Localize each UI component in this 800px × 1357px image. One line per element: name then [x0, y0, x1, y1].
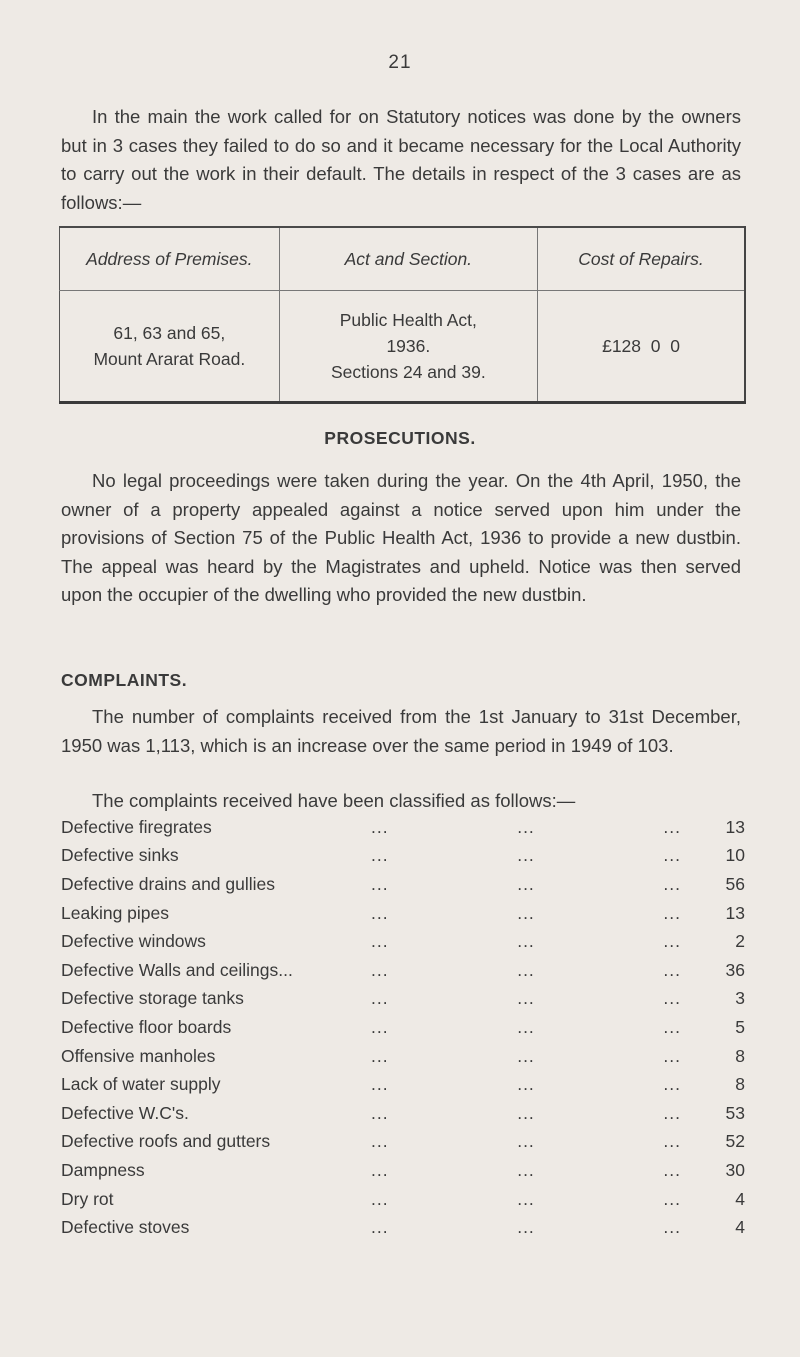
complaint-label: Defective firegrates [61, 816, 212, 837]
prosecutions-heading: PROSECUTIONS. [324, 428, 476, 448]
leader-dot-group: ... [371, 1016, 389, 1037]
leader-dot-group: ... [371, 1217, 389, 1238]
leader-dot-group: ... [663, 1074, 681, 1095]
leader-dot-group: ... [663, 845, 681, 866]
page-number: 21 [388, 52, 412, 73]
leader-dots [371, 1217, 681, 1238]
complaint-label: Defective roofs and gutters [61, 1131, 271, 1152]
complaint-label: Leaking pipes [61, 902, 169, 923]
complaint-count: 8 [735, 1074, 745, 1095]
complaint-label: Offensive manholes [61, 1045, 216, 1066]
leader-dot-group: ... [371, 873, 389, 894]
leader-dot-group: ... [663, 873, 681, 894]
classified-intro: The complaints received have been classified as follows:— [92, 790, 576, 811]
leader-dots [371, 1189, 681, 1210]
complaint-count: 36 [725, 959, 745, 980]
header-address: Address of Premises. [60, 227, 280, 291]
leader-dots [371, 988, 681, 1009]
default-works-table [59, 226, 746, 404]
complaint-count: 5 [735, 1016, 745, 1037]
complaint-count: 2 [735, 931, 745, 952]
complaint-label: Dampness [61, 1159, 145, 1180]
leader-dots [371, 1074, 681, 1095]
cell-address [60, 291, 280, 403]
leader-dots [371, 1131, 681, 1152]
list-item [61, 1013, 745, 1042]
leader-dot-group: ... [663, 1016, 681, 1037]
leader-dot-group: ... [517, 845, 535, 866]
header-act-section: Act and Section. [279, 227, 537, 291]
leader-dot-group: ... [517, 816, 535, 837]
table-row [60, 291, 746, 403]
intro-paragraph: In the main the work called for on Statutory notices was done by the owners but in 3 cases they failed to do so and it became necessary for the Local Authority to carry out the work in their default. The details in respect of the 3 cases are as follows:— [61, 106, 741, 213]
leader-dots [371, 845, 681, 866]
list-item [61, 899, 745, 928]
complaint-label: Defective drains and gullies [61, 873, 276, 894]
complaint-count: 4 [735, 1188, 745, 1209]
leader-dots [371, 817, 681, 838]
leader-dot-group: ... [517, 1131, 535, 1152]
leader-dot-group: ... [517, 1188, 535, 1209]
complaint-label: Dry rot [61, 1188, 114, 1209]
leader-dot-group: ... [371, 959, 389, 980]
complaint-label: Defective W.C's. [61, 1102, 189, 1123]
prosecutions-paragraph: No legal proceedings were taken during the year. On the 4th April, 1950, the owner of a property appealed against a notice served upon him under the provisions of Section 75 of the Public Health Act, 1936 to provide a new dustbin. The appeal was heard by the Magistrates and upheld. Notice was then served upon the occupier of the dwelling who provided the new dustbin. [61, 470, 741, 605]
header-cost: Cost of Repairs. [538, 227, 745, 291]
leader-dot-group: ... [517, 1102, 535, 1123]
list-item [61, 927, 745, 956]
leader-dot-group: ... [517, 873, 535, 894]
leader-dots [371, 874, 681, 895]
list-item [61, 1185, 745, 1214]
cell-act-section [279, 291, 537, 403]
complaint-label: Defective sinks [61, 845, 179, 866]
act-line-1: Public Health Act, [339, 310, 477, 330]
list-item [61, 1070, 745, 1099]
complaint-label: Lack of water supply [61, 1074, 221, 1095]
address-line-1: 61, 63 and 65, [113, 323, 226, 343]
complaint-label: Defective Walls and ceilings... [61, 959, 293, 980]
complaint-label: Defective windows [61, 931, 206, 952]
complaint-count: 56 [725, 873, 745, 894]
leader-dot-group: ... [663, 902, 681, 923]
leader-dot-group: ... [663, 1217, 681, 1238]
list-item [61, 1099, 745, 1128]
complaints-heading: COMPLAINTS. [61, 670, 188, 690]
leader-dot-group: ... [371, 1159, 389, 1180]
act-line-2: 1936. [386, 336, 431, 356]
act-line-3: Sections 24 and 39. [330, 362, 486, 382]
leader-dot-group: ... [371, 931, 389, 952]
leader-dot-group: ... [371, 1188, 389, 1209]
complaint-count: 10 [725, 845, 745, 866]
leader-dots [371, 903, 681, 924]
list-item [61, 1042, 745, 1071]
leader-dot-group: ... [371, 816, 389, 837]
list-item [61, 1128, 745, 1157]
complaint-count: 52 [725, 1131, 745, 1152]
leader-dot-group: ... [663, 931, 681, 952]
list-item [61, 985, 745, 1014]
leader-dots [371, 1046, 681, 1067]
leader-dots [371, 931, 681, 952]
leader-dot-group: ... [517, 1217, 535, 1238]
cell-cost: £128 0 0 [538, 291, 745, 403]
list-item [61, 956, 745, 985]
complaint-count: 4 [735, 1217, 745, 1238]
complaint-count: 13 [725, 816, 745, 837]
leader-dot-group: ... [663, 1045, 681, 1066]
leader-dot-group: ... [371, 1102, 389, 1123]
leader-dot-group: ... [371, 902, 389, 923]
leader-dot-group: ... [517, 959, 535, 980]
leader-dot-group: ... [371, 1074, 389, 1095]
leader-dot-group: ... [663, 1102, 681, 1123]
leader-dots [371, 1017, 681, 1038]
table-header-row [60, 227, 746, 291]
leader-dot-group: ... [371, 1131, 389, 1152]
leader-dot-group: ... [517, 1159, 535, 1180]
complaints-list [61, 813, 745, 1242]
leader-dot-group: ... [517, 1045, 535, 1066]
leader-dot-group: ... [663, 959, 681, 980]
list-item [61, 1213, 745, 1242]
leader-dots [371, 1160, 681, 1181]
leader-dot-group: ... [663, 1159, 681, 1180]
complaint-count: 3 [735, 988, 745, 1009]
leader-dot-group: ... [663, 1188, 681, 1209]
complaint-count: 8 [735, 1045, 745, 1066]
list-item [61, 870, 745, 899]
leader-dot-group: ... [517, 902, 535, 923]
list-item [61, 842, 745, 871]
leader-dot-group: ... [663, 816, 681, 837]
complaint-count: 30 [725, 1159, 745, 1180]
leader-dot-group: ... [371, 1045, 389, 1066]
leader-dots [371, 960, 681, 981]
leader-dot-group: ... [517, 1016, 535, 1037]
complaint-label: Defective storage tanks [61, 988, 244, 1009]
leader-dots [371, 1103, 681, 1124]
leader-dot-group: ... [663, 988, 681, 1009]
complaint-count: 13 [725, 902, 745, 923]
leader-dot-group: ... [371, 988, 389, 1009]
leader-dot-group: ... [517, 988, 535, 1009]
leader-dot-group: ... [371, 845, 389, 866]
complaint-label: Defective floor boards [61, 1016, 232, 1037]
list-item [61, 1156, 745, 1185]
leader-dot-group: ... [517, 1074, 535, 1095]
leader-dot-group: ... [663, 1131, 681, 1152]
complaint-label: Defective stoves [61, 1217, 190, 1238]
complaint-count: 53 [725, 1102, 745, 1123]
leader-dot-group: ... [517, 931, 535, 952]
complaints-paragraph: The number of complaints received from the 1st January to 31st December, 1950 was 1,113, which is an increase over the same period in 1949 of 103. [61, 706, 741, 756]
list-item [61, 813, 745, 842]
address-line-2: Mount Ararat Road. [93, 349, 246, 369]
